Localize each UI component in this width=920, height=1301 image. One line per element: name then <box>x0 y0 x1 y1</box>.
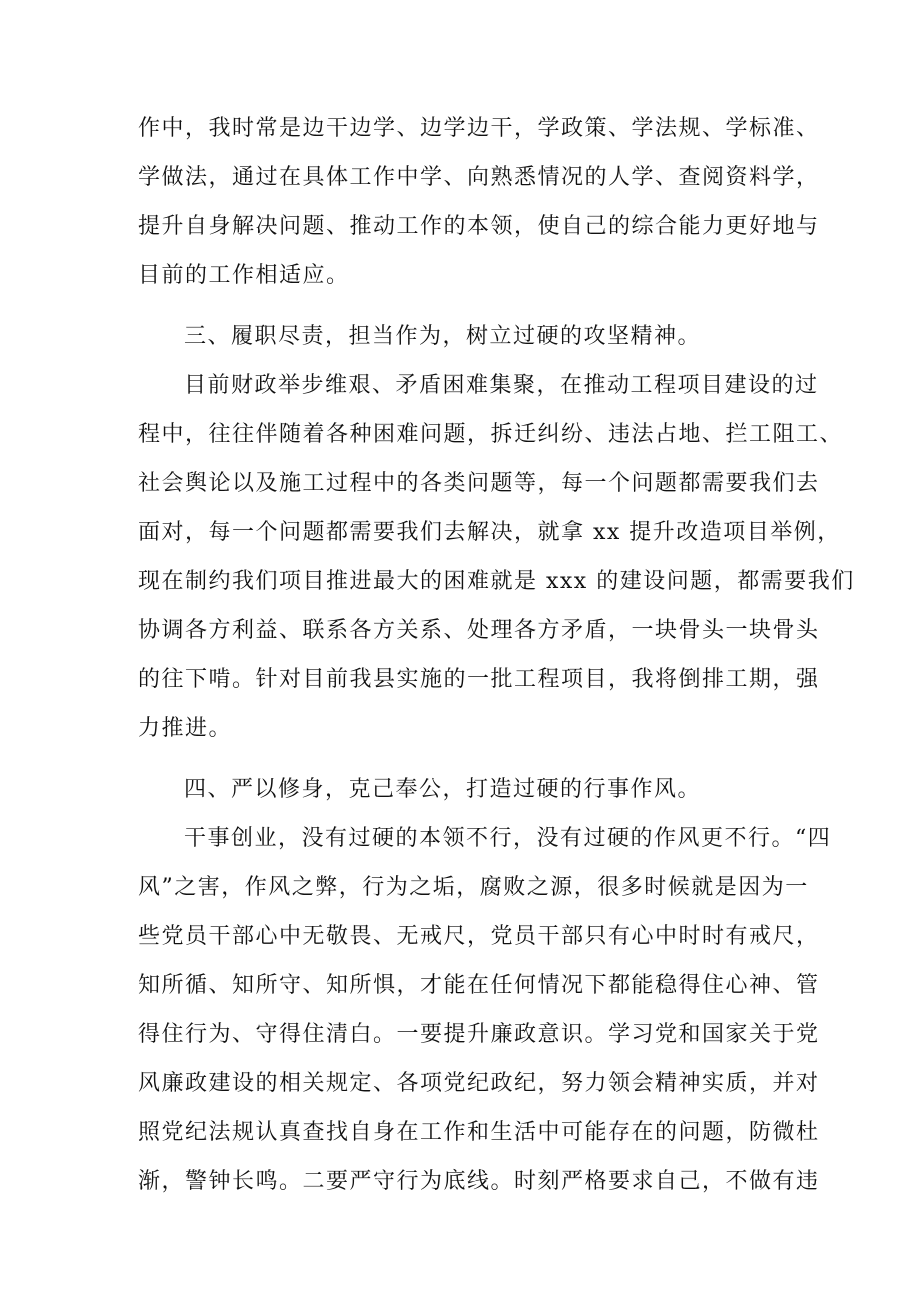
paragraph-line: 风”之害，作风之弊，行为之垢，腐败之源，很多时候就是因为一 <box>138 875 809 900</box>
paragraph-line: 协调各方利益、联系各方关系、处理各方矛盾，一块骨头一块骨头 <box>138 618 820 643</box>
paragraph-line: 的往下啃。针对目前我县实施的一批工程项目，我将倒排工期，强 <box>138 667 820 692</box>
paragraph-line: 渐，警钟长鸣。二要严守行为底线。时刻严格要求自己，不做有违 <box>138 1169 820 1194</box>
paragraph-line: 面对，每一个问题都需要我们去解决，就拿 xx 提升改造项目举例， <box>138 520 841 545</box>
paragraph-line: 提升自身解决问题、推动工作的本领，使自己的综合能力更好地与 <box>138 214 820 239</box>
document-body <box>138 104 855 1206</box>
paragraph-line: 目前的工作相适应。 <box>138 263 350 288</box>
paragraph-line: 社会舆论以及施工过程中的各类问题等，每一个问题都需要我们去 <box>138 471 820 496</box>
paragraph-line: 作中，我时常是边干边学、边学边干，学政策、学法规、学标准、 <box>138 116 820 141</box>
paragraph-line: 风廉政建设的相关规定、各项党纪政纪，努力领会精神实质，并对 <box>138 1071 820 1096</box>
paragraph-line: 力推进。 <box>138 716 233 741</box>
paragraph-line: 学做法，通过在具体工作中学、向熟悉情况的人学、查阅资料学， <box>138 165 820 190</box>
paragraph-line: 程中，往往伴随着各种困难问题，拆迁纠纷、违法占地、拦工阻工、 <box>138 422 844 447</box>
paragraph-line: 干事创业，没有过硬的本领不行，没有过硬的作风更不行。“四 <box>184 826 832 851</box>
paragraph-line: 目前财政举步维艰、矛盾困难集聚，在推动工程项目建设的过 <box>184 373 819 398</box>
section-heading-4: 四、严以修身，克己奉公，打造过硬的行事作风。 <box>184 777 702 802</box>
paragraph-line: 得住行为、守得住清白。一要提升廉政意识。学习党和国家关于党 <box>138 1022 820 1047</box>
paragraph-line: 照党纪法规认真查找自身在工作和生活中可能存在的问题，防微杜 <box>138 1120 820 1145</box>
paragraph-line: 知所循、知所守、知所惧，才能在任何情况下都能稳得住心神、管 <box>138 973 820 998</box>
paragraph-line: 现在制约我们项目推进最大的困难就是 xxx 的建设问题，都需要我们 <box>138 569 855 594</box>
paragraph-line: 些党员干部心中无敬畏、无戒尺，党员干部只有心中时时有戒尺， <box>138 924 820 949</box>
section-heading-3: 三、履职尽责，担当作为，树立过硬的攻坚精神。 <box>184 324 702 349</box>
